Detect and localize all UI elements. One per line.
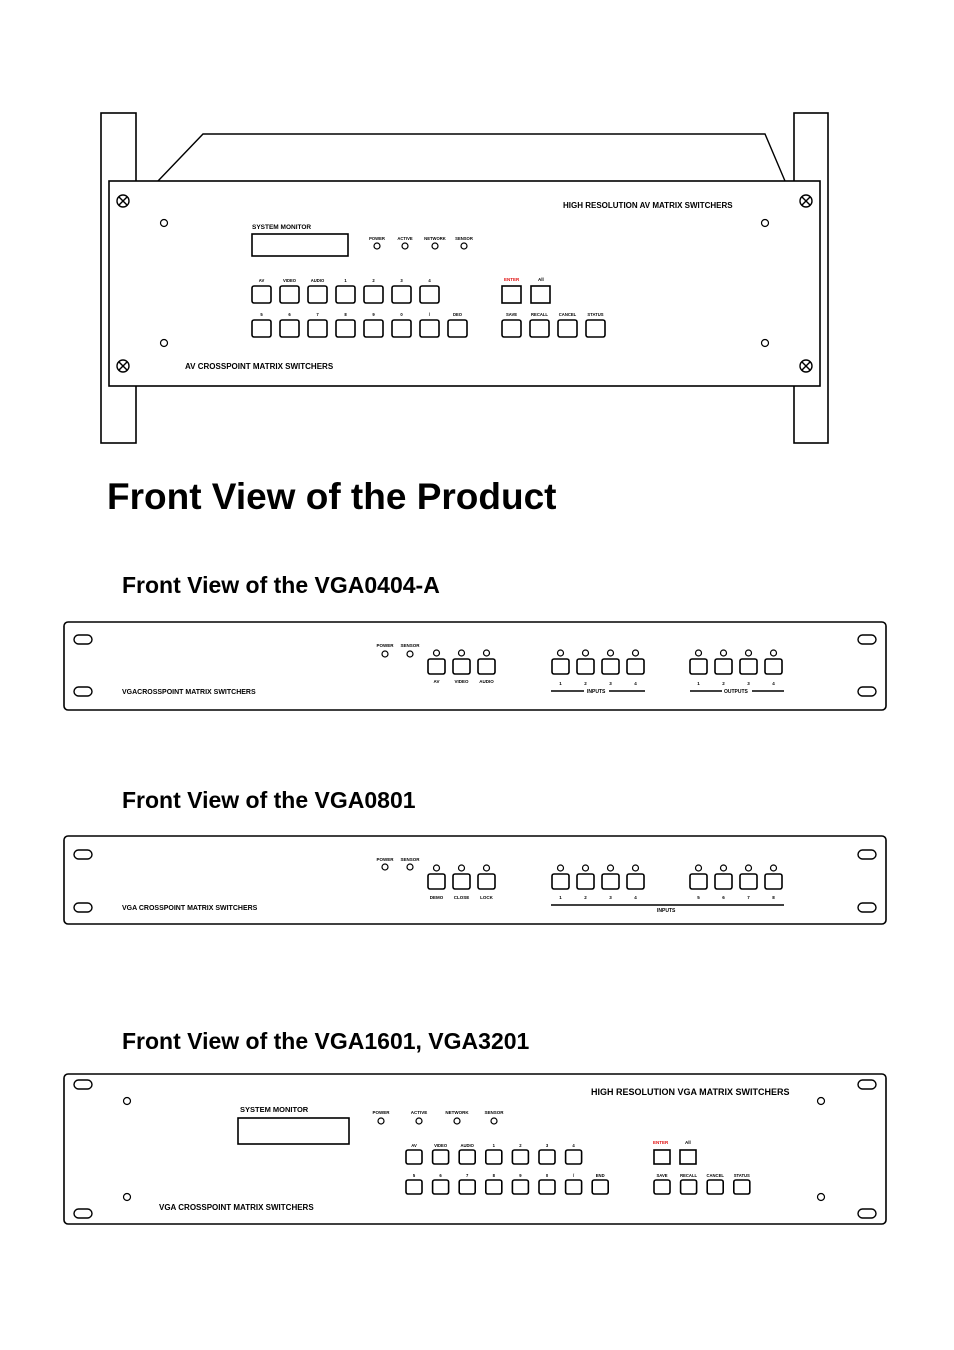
case-top bbox=[158, 134, 785, 181]
vga0801-mode-led-indicator bbox=[484, 865, 490, 871]
vga1601-row2-button[interactable] bbox=[486, 1180, 502, 1194]
vga0404-output-led-indicator bbox=[746, 650, 752, 656]
vga0801-model-label: VGA CROSSPOINT MATRIX SWITCHERS bbox=[122, 905, 258, 912]
vga0404-mode-button-label: AUDIO bbox=[479, 679, 494, 684]
vga0801-input-button-label: 5 bbox=[697, 895, 700, 900]
vga1601-row2-button-label: 8 bbox=[492, 1173, 495, 1178]
vga1601-row2-button-label: END bbox=[595, 1173, 605, 1178]
av-rack-panel bbox=[101, 113, 828, 443]
vga1601-row1-button[interactable] bbox=[433, 1150, 449, 1164]
vga0801-input-led-indicator bbox=[696, 865, 702, 871]
vga0801-led-label: SENSOR bbox=[400, 857, 420, 862]
av-row2-button-label: / bbox=[428, 312, 431, 317]
vga0404-input-led-indicator bbox=[608, 650, 614, 656]
vga0404-model-label: VGACROSSPOINT MATRIX SWITCHERS bbox=[122, 689, 256, 696]
vga0801-mode-button-label: CLOSE bbox=[453, 895, 470, 900]
vga0404-output-led-indicator bbox=[696, 650, 702, 656]
av-row2-button[interactable] bbox=[392, 320, 411, 337]
vga1601-heading: Front View of the VGA1601, VGA3201 bbox=[122, 1028, 530, 1054]
av-row1-button[interactable] bbox=[308, 286, 327, 303]
vga1601-row2-button[interactable] bbox=[433, 1180, 449, 1194]
vga0404-output-button[interactable] bbox=[715, 659, 732, 674]
vga1601-func-button[interactable] bbox=[734, 1180, 750, 1194]
panel-hole bbox=[762, 220, 769, 227]
av-row1-button[interactable] bbox=[252, 286, 271, 303]
vga1601-led-label: NETWORK bbox=[445, 1110, 469, 1115]
vga0801-mode-button[interactable] bbox=[453, 874, 470, 889]
vga1601-func-button[interactable] bbox=[654, 1180, 670, 1194]
vga1601-row2-button-label: 0 bbox=[545, 1173, 549, 1178]
vga1601-func-button[interactable] bbox=[707, 1180, 723, 1194]
vga1601-row2-button[interactable] bbox=[459, 1180, 475, 1194]
vga1601-row2-button[interactable] bbox=[406, 1180, 422, 1194]
vga1601-enter-label: ENTER bbox=[653, 1140, 669, 1145]
vga0801-input-button[interactable] bbox=[715, 874, 732, 889]
vga1601-row1-button-label: AV bbox=[411, 1143, 417, 1148]
vga0404-led-indicator bbox=[382, 651, 388, 657]
av-row1-button[interactable] bbox=[336, 286, 355, 303]
vga0404-inputs-label: INPUTS bbox=[587, 689, 606, 695]
vga0404-mode-button[interactable] bbox=[453, 659, 470, 674]
av-row1-button-label: AUDIO bbox=[310, 278, 325, 283]
main-heading: Front View of the Product bbox=[107, 476, 557, 517]
vga0404-input-button-label: 1 bbox=[559, 681, 562, 686]
vga0404-input-button-label: 3 bbox=[609, 681, 612, 686]
vga1601-led-label: ACTIVE bbox=[410, 1110, 428, 1115]
av-func-button[interactable] bbox=[502, 320, 521, 337]
vga1601-enter-button[interactable] bbox=[654, 1150, 670, 1164]
panel-hole bbox=[161, 220, 168, 227]
av-row1-button[interactable] bbox=[392, 286, 411, 303]
vga0801-panel bbox=[64, 836, 886, 924]
av-row1-button-label: 2 bbox=[372, 278, 375, 283]
vga1601-panel bbox=[64, 1074, 886, 1224]
av-func-button[interactable] bbox=[586, 320, 605, 337]
vga0801-heading: Front View of the VGA0801 bbox=[122, 787, 416, 813]
panel-hole bbox=[762, 340, 769, 347]
vga0801-mode-button[interactable] bbox=[428, 874, 445, 889]
vga0404-input-button-label: 2 bbox=[584, 681, 587, 686]
av-front-panel bbox=[109, 181, 820, 386]
vga1601-row2-button-label: 5 bbox=[412, 1173, 416, 1178]
av-row1-button[interactable] bbox=[364, 286, 383, 303]
av-led-label: ACTIVE bbox=[397, 236, 413, 241]
av-row2-button-label: 9 bbox=[372, 312, 375, 317]
vga0404-input-button[interactable] bbox=[552, 659, 569, 674]
vga0404-mode-button-label: AV bbox=[433, 679, 440, 684]
vga0801-input-led-indicator bbox=[721, 865, 727, 871]
vga0404-input-led-indicator bbox=[633, 650, 639, 656]
vga0404-heading: Front View of the VGA0404-A bbox=[122, 572, 440, 598]
av-row1-button-label: VIDEO bbox=[282, 278, 297, 283]
vga0404-input-button[interactable] bbox=[577, 659, 594, 674]
av-func-button-label: RECALL bbox=[531, 312, 548, 317]
av-row2-button-label: 7 bbox=[316, 312, 319, 317]
vga1601-all-button[interactable] bbox=[680, 1150, 696, 1164]
av-led-indicator bbox=[461, 243, 467, 249]
vga0404-output-led-indicator bbox=[721, 650, 727, 656]
vga0801-input-button[interactable] bbox=[602, 874, 619, 889]
av-row2-button[interactable] bbox=[280, 320, 299, 337]
vga1601-row1-button[interactable] bbox=[486, 1150, 502, 1164]
vga1601-row1-button-label: AUDIO bbox=[460, 1143, 474, 1148]
vga1601-row1-button-label: 2 bbox=[519, 1143, 522, 1148]
av-func-button[interactable] bbox=[530, 320, 549, 337]
vga0801-input-led-indicator bbox=[633, 865, 639, 871]
vga0404-led-label: POWER bbox=[376, 643, 394, 648]
av-led-indicator bbox=[402, 243, 408, 249]
vga0404-mode-button[interactable] bbox=[478, 659, 495, 674]
vga0404-input-led-indicator bbox=[558, 650, 564, 656]
vga0801-input-button[interactable] bbox=[740, 874, 757, 889]
av-row2-button[interactable] bbox=[308, 320, 327, 337]
panel-hole bbox=[818, 1194, 825, 1201]
panel-hole bbox=[161, 340, 168, 347]
vga1601-row2-button[interactable] bbox=[512, 1180, 528, 1194]
vga0404-input-button-label: 4 bbox=[634, 681, 637, 686]
vga1601-row2-button-label: / bbox=[573, 1173, 575, 1178]
av-row1-button[interactable] bbox=[420, 286, 439, 303]
vga0801-mode-led-indicator bbox=[434, 865, 440, 871]
vga0801-mode-button[interactable] bbox=[478, 874, 495, 889]
vga1601-led-indicator bbox=[491, 1118, 497, 1124]
av-func-button-label: SAVE bbox=[505, 312, 518, 317]
vga0404-output-button-label: 1 bbox=[697, 681, 700, 686]
vga1601-row1-button[interactable] bbox=[539, 1150, 555, 1164]
vga1601-row1-button[interactable] bbox=[566, 1150, 582, 1164]
vga1601-row2-button-label: 9 bbox=[519, 1173, 522, 1178]
vga1601-row1-button-label: 4 bbox=[572, 1143, 575, 1148]
vga0801-led-label: POWER bbox=[376, 857, 394, 862]
vga1601-row2-button-label: 6 bbox=[439, 1173, 442, 1178]
vga0801-input-led-indicator bbox=[583, 865, 589, 871]
vga0801-input-led-indicator bbox=[746, 865, 752, 871]
vga0801-led-indicator bbox=[382, 864, 388, 870]
vga1601-monitor-display bbox=[238, 1118, 349, 1144]
vga0404-mode-led-indicator bbox=[434, 650, 440, 656]
vga0404-mode-led-indicator bbox=[484, 650, 490, 656]
vga0404-output-led-indicator bbox=[771, 650, 777, 656]
panel-hole bbox=[124, 1194, 131, 1201]
vga1601-func-button[interactable] bbox=[681, 1180, 697, 1194]
av-monitor-display bbox=[252, 234, 348, 256]
vga1601-led-indicator bbox=[416, 1118, 422, 1124]
vga0404-output-button-label: 2 bbox=[722, 681, 725, 686]
vga1601-model-label: VGA CROSSPOINT MATRIX SWITCHERS bbox=[159, 1203, 314, 1212]
vga1601-row1-button-label: VIDEO bbox=[434, 1143, 448, 1148]
vga1601-brand-label: HIGH RESOLUTION VGA MATRIX SWITCHERS bbox=[591, 1087, 790, 1097]
vga0404-output-button[interactable] bbox=[765, 659, 782, 674]
vga0801-input-button-label: 4 bbox=[634, 895, 637, 900]
vga1601-row1-button-label: 3 bbox=[545, 1143, 549, 1148]
av-row1-button-label: 1 bbox=[344, 278, 347, 283]
vga0404-input-led-indicator bbox=[583, 650, 589, 656]
av-row2-button[interactable] bbox=[448, 320, 467, 337]
vga0801-input-button[interactable] bbox=[765, 874, 782, 889]
vga1601-row2-button[interactable] bbox=[566, 1180, 582, 1194]
panel-hole bbox=[818, 1098, 825, 1105]
vga0404-input-button[interactable] bbox=[627, 659, 644, 674]
vga0801-input-button[interactable] bbox=[552, 874, 569, 889]
av-led-label: POWER bbox=[369, 236, 385, 241]
av-row2-button-label: 6 bbox=[288, 312, 291, 317]
av-monitor-label: SYSTEM MONITOR bbox=[252, 224, 312, 231]
vga1601-row1-button-label: 1 bbox=[492, 1143, 495, 1148]
vga0801-led-indicator bbox=[407, 864, 413, 870]
av-row1-button-label: AV bbox=[258, 278, 265, 283]
vga1601-row1-button[interactable] bbox=[512, 1150, 528, 1164]
av-row2-button[interactable] bbox=[336, 320, 355, 337]
vga1601-led-label: POWER bbox=[372, 1110, 390, 1115]
vga1601-func-button-label: SAVE bbox=[656, 1173, 668, 1178]
vga0404-mode-button[interactable] bbox=[428, 659, 445, 674]
av-row2-button-label: 8 bbox=[344, 312, 347, 317]
vga0404-output-button[interactable] bbox=[740, 659, 757, 674]
vga1601-func-button-label: STATUS bbox=[733, 1173, 750, 1178]
av-row1-button[interactable] bbox=[280, 286, 299, 303]
vga1601-func-button-label: RECALL bbox=[680, 1173, 698, 1178]
av-led-indicator bbox=[374, 243, 380, 249]
vga0801-mode-button-label: LOCK bbox=[480, 895, 493, 900]
vga1601-monitor-label: SYSTEM MONITOR bbox=[240, 1105, 309, 1114]
av-led-label: NETWORK bbox=[424, 236, 446, 241]
vga0404-input-button[interactable] bbox=[602, 659, 619, 674]
vga0404-output-button[interactable] bbox=[690, 659, 707, 674]
av-brand-label: HIGH RESOLUTION AV MATRIX SWITCHERS bbox=[563, 201, 733, 210]
vga1601-row2-button[interactable] bbox=[592, 1180, 608, 1194]
vga0801-input-button-label: 6 bbox=[722, 895, 725, 900]
vga1601-row1-button[interactable] bbox=[459, 1150, 475, 1164]
vga0801-input-button[interactable] bbox=[627, 874, 644, 889]
av-func-button-label: CANCEL bbox=[558, 312, 577, 317]
av-func-button-label: STATUS bbox=[587, 312, 604, 317]
vga0801-input-button-label: 8 bbox=[772, 895, 775, 900]
vga0404-led-indicator bbox=[407, 651, 413, 657]
vga0404-output-button-label: 3 bbox=[747, 681, 750, 686]
vga0801-mode-led-indicator bbox=[459, 865, 465, 871]
av-all-button[interactable] bbox=[531, 286, 550, 303]
vga1601-row2-button[interactable] bbox=[539, 1180, 555, 1194]
vga0404-mode-led-indicator bbox=[459, 650, 465, 656]
vga0801-input-button-label: 2 bbox=[584, 895, 587, 900]
av-row2-button[interactable] bbox=[420, 320, 439, 337]
vga0801-input-button-label: 7 bbox=[747, 895, 750, 900]
av-led-label: SENSOR bbox=[455, 236, 473, 241]
av-row2-button[interactable] bbox=[364, 320, 383, 337]
vga1601-row2-button-label: 7 bbox=[466, 1173, 469, 1178]
vga0801-inputs-label: INPUTS bbox=[657, 908, 676, 914]
vga1601-led-indicator bbox=[454, 1118, 460, 1124]
vga0801-input-led-indicator bbox=[608, 865, 614, 871]
av-enter-button[interactable] bbox=[502, 286, 521, 303]
av-row2-button-label: 5 bbox=[260, 312, 263, 317]
vga1601-row1-button[interactable] bbox=[406, 1150, 422, 1164]
vga0801-mode-button-label: DEMO bbox=[429, 895, 444, 900]
vga1601-led-label: SENSOR bbox=[484, 1110, 504, 1115]
vga0404-mode-button-label: VIDEO bbox=[454, 679, 469, 684]
av-led-indicator bbox=[432, 243, 438, 249]
vga0404-front-panel bbox=[64, 622, 886, 710]
vga1601-all-label: All bbox=[685, 1140, 691, 1145]
av-row1-button-label: 4 bbox=[428, 278, 431, 283]
av-row2-button-label: 0 bbox=[400, 312, 403, 317]
vga0801-input-button[interactable] bbox=[577, 874, 594, 889]
vga0801-input-led-indicator bbox=[771, 865, 777, 871]
vga0404-panel bbox=[64, 622, 886, 710]
vga0404-outputs-label: OUTPUTS bbox=[724, 689, 748, 695]
av-row2-button[interactable] bbox=[252, 320, 271, 337]
av-model-label: AV CROSSPOINT MATRIX SWITCHERS bbox=[185, 362, 334, 371]
vga1601-func-button-label: CANCEL bbox=[706, 1173, 724, 1178]
vga0801-input-led-indicator bbox=[558, 865, 564, 871]
av-func-button[interactable] bbox=[558, 320, 577, 337]
vga0801-input-button[interactable] bbox=[690, 874, 707, 889]
panel-hole bbox=[124, 1098, 131, 1105]
av-enter-label: ENTER bbox=[504, 277, 520, 282]
vga0404-output-button-label: 4 bbox=[772, 681, 775, 686]
vga0801-input-button-label: 1 bbox=[559, 895, 562, 900]
vga0801-input-button-label: 3 bbox=[609, 895, 612, 900]
av-row1-button-label: 3 bbox=[400, 278, 403, 283]
vga0404-led-label: SENSOR bbox=[400, 643, 420, 648]
av-row2-button-label: DEO bbox=[452, 312, 463, 317]
av-all-label: All bbox=[538, 277, 544, 282]
vga1601-led-indicator bbox=[378, 1118, 384, 1124]
